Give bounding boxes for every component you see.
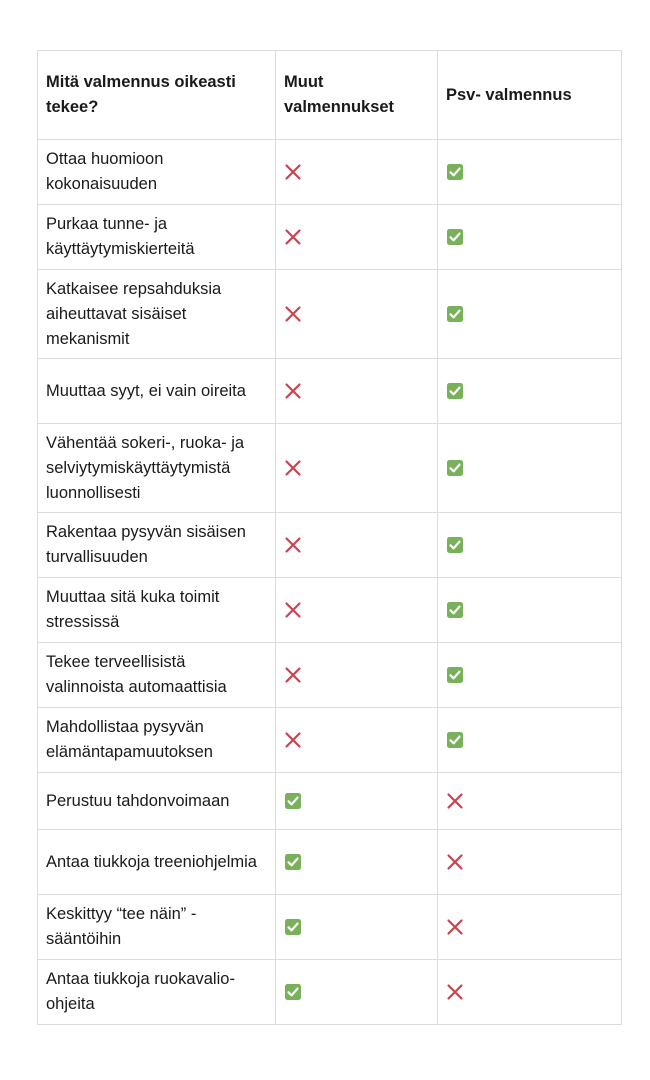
row-label: Purkaa tunne- ja käyttäytymiskierteitä — [38, 205, 276, 270]
table-row — [38, 895, 622, 960]
table-row — [38, 643, 622, 708]
check-mark-icon — [446, 163, 464, 181]
cross-mark-icon — [446, 853, 464, 871]
psv-cell — [438, 708, 622, 773]
cross-mark-icon — [284, 228, 302, 246]
cross-mark-icon — [446, 918, 464, 936]
row-label: Antaa tiukkoja treeniohjelmia — [38, 830, 276, 895]
header-feature: Mitä valmennus oikeasti tekee? — [38, 51, 276, 140]
row-label: Tekee terveellisistä valinnoista automaattisia — [38, 643, 276, 708]
row-label: Perustuu tahdonvoimaan — [38, 773, 276, 830]
other-cell — [276, 424, 438, 513]
other-cell — [276, 643, 438, 708]
check-mark-icon — [446, 305, 464, 323]
psv-cell — [438, 960, 622, 1025]
cross-mark-icon — [284, 731, 302, 749]
table-row — [38, 830, 622, 895]
psv-cell — [438, 643, 622, 708]
table-row — [38, 773, 622, 830]
header-other-coaching: Muut valmennukset — [276, 51, 438, 140]
other-cell — [276, 578, 438, 643]
cross-mark-icon — [446, 983, 464, 1001]
row-label: Keskittyy “tee näin” -sääntöihin — [38, 895, 276, 960]
cross-mark-icon — [284, 459, 302, 477]
table-row — [38, 708, 622, 773]
table-row — [38, 140, 622, 205]
check-mark-icon — [284, 792, 302, 810]
check-mark-icon — [446, 731, 464, 749]
psv-cell — [438, 830, 622, 895]
row-label: Muuttaa syyt, ei vain oireita — [38, 359, 276, 424]
check-mark-icon — [446, 382, 464, 400]
psv-cell — [438, 773, 622, 830]
cross-mark-icon — [446, 792, 464, 810]
cross-mark-icon — [284, 382, 302, 400]
cross-mark-icon — [284, 666, 302, 684]
check-mark-icon — [284, 918, 302, 936]
check-mark-icon — [284, 853, 302, 871]
table-row — [38, 513, 622, 578]
check-mark-icon — [446, 601, 464, 619]
psv-cell — [438, 895, 622, 960]
other-cell — [276, 270, 438, 359]
table-row — [38, 205, 622, 270]
check-mark-icon — [284, 983, 302, 1001]
comparison-table — [37, 50, 622, 1025]
table-row — [38, 270, 622, 359]
other-cell — [276, 513, 438, 578]
table-row — [38, 578, 622, 643]
cross-mark-icon — [284, 305, 302, 323]
check-mark-icon — [446, 228, 464, 246]
psv-cell — [438, 205, 622, 270]
check-mark-icon — [446, 666, 464, 684]
psv-cell — [438, 424, 622, 513]
cross-mark-icon — [284, 163, 302, 181]
psv-cell — [438, 513, 622, 578]
table-row — [38, 424, 622, 513]
other-cell — [276, 205, 438, 270]
row-label: Muuttaa sitä kuka toimit stressissä — [38, 578, 276, 643]
psv-cell — [438, 578, 622, 643]
comparison-table-container — [37, 50, 621, 1025]
other-cell — [276, 140, 438, 205]
row-label: Katkaisee repsahduksia aiheuttavat sisäiset mekanismit — [38, 270, 276, 359]
other-cell — [276, 895, 438, 960]
other-cell — [276, 708, 438, 773]
psv-cell — [438, 270, 622, 359]
row-label: Rakentaa pysyvän sisäisen turvallisuuden — [38, 513, 276, 578]
check-mark-icon — [446, 459, 464, 477]
row-label: Vähentää sokeri-, ruoka- ja selviytymiskäyttäytymistä luonnollisesti — [38, 424, 276, 513]
cross-mark-icon — [284, 601, 302, 619]
row-label: Ottaa huomioon kokonaisuuden — [38, 140, 276, 205]
row-label: Antaa tiukkoja ruokavalio-ohjeita — [38, 960, 276, 1025]
cross-mark-icon — [284, 536, 302, 554]
other-cell — [276, 830, 438, 895]
psv-cell — [438, 140, 622, 205]
psv-cell — [438, 359, 622, 424]
other-cell — [276, 359, 438, 424]
table-header-row — [38, 51, 622, 140]
table-row — [38, 359, 622, 424]
table-row — [38, 960, 622, 1025]
row-label: Mahdollistaa pysyvän elämäntapamuutoksen — [38, 708, 276, 773]
header-psv-coaching: Psv- valmennus — [438, 51, 622, 140]
other-cell — [276, 773, 438, 830]
check-mark-icon — [446, 536, 464, 554]
other-cell — [276, 960, 438, 1025]
